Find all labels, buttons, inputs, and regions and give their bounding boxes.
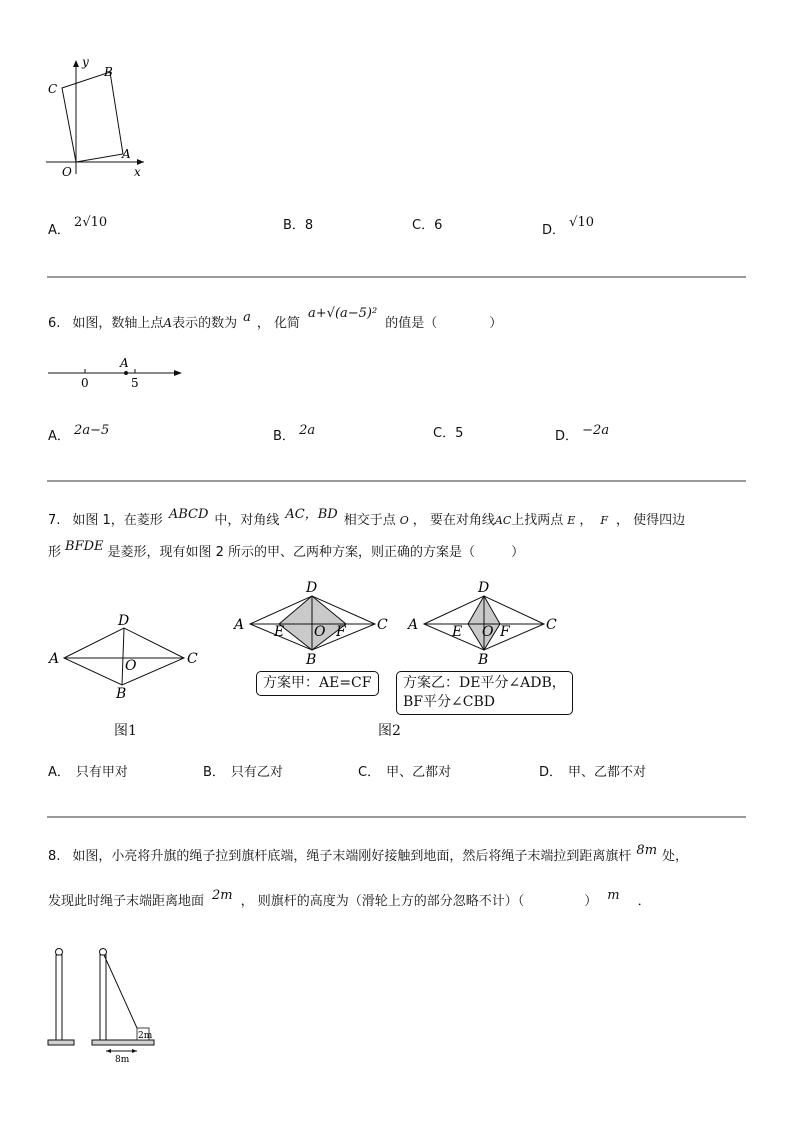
q6-tick-0: 0	[81, 376, 89, 390]
fig1-label-o: O	[125, 658, 137, 674]
q7-option-a[interactable]: A． 只有甲对	[48, 765, 128, 780]
q7-plan-a-box: 方案甲：AE=CF	[256, 671, 379, 696]
q6-point-a: A	[120, 356, 129, 370]
svg-text:E: E	[274, 624, 285, 640]
svg-text:A: A	[234, 617, 245, 633]
q8-fig-8m: 8m	[115, 1055, 130, 1065]
q5-label-c: C	[48, 82, 58, 96]
q5-option-a[interactable]: A． 2√10	[48, 215, 108, 238]
q5-option-d[interactable]: D． √10	[542, 215, 594, 238]
q5-label-y: y	[82, 55, 89, 69]
svg-text:C: C	[546, 617, 557, 633]
q7-figure-2-plan-b	[402, 578, 567, 668]
q6-tick-5: 5	[131, 376, 139, 390]
q8-stem-line1: 8. 如图，小亮将升旗的绳子拉到旗杆底端，绳子末端刚好接触到地面，然后将绳子末端拉到距离旗杆 8m 处，	[48, 843, 689, 864]
q5-option-c[interactable]: C．6	[412, 218, 443, 233]
q7-option-c[interactable]: C． 甲、乙都对	[358, 765, 452, 780]
svg-text:C: C	[377, 617, 388, 633]
svg-text:B: B	[478, 652, 489, 668]
q5-label-x: x	[134, 165, 141, 179]
fig1-label-b: B	[116, 686, 127, 702]
q7-stem-line1: 7. 如图 1，在菱形 ABCD 中，对角线 AC，BD 相交于点 O ， 要在对角线AC上找两点 E ， F ， 使得四边	[48, 507, 686, 528]
q6-number-line	[44, 352, 194, 392]
q7-fig1-caption: 图1	[114, 723, 137, 739]
svg-text:E: E	[452, 624, 463, 640]
q5-option-b[interactable]: B．8	[283, 218, 314, 233]
q7-figure-1	[46, 610, 206, 705]
fig1-label-d: D	[118, 613, 130, 629]
q6-option-b[interactable]: B． 2a	[273, 423, 316, 444]
q6-option-c[interactable]: C．5	[433, 426, 464, 441]
svg-text:B: B	[306, 652, 317, 668]
q7-option-b[interactable]: B． 只有乙对	[203, 765, 283, 780]
fig1-label-a: A	[49, 651, 60, 667]
q5-coordinate-figure	[40, 52, 160, 182]
q7-option-d[interactable]: D． 甲、乙都不对	[539, 765, 647, 780]
q6-option-a[interactable]: A． 2a−5	[48, 423, 110, 444]
q8-fig-2m: 2m	[138, 1031, 153, 1041]
svg-text:F: F	[500, 624, 510, 640]
svg-text:O: O	[482, 624, 494, 640]
svg-text:O: O	[314, 624, 326, 640]
q7-figure-2-plan-a	[230, 578, 395, 668]
divider-2	[47, 480, 746, 482]
q5-label-a: A	[122, 147, 131, 161]
divider-1	[47, 276, 746, 278]
q6-option-d[interactable]: D． −2a	[555, 423, 610, 444]
svg-text:D: D	[478, 580, 490, 596]
q7-stem-line2: 形 BFDE 是菱形，现有如图 2 所示的甲、乙两种方案，则正确的方案是（ ）	[48, 539, 525, 560]
q6-expression: a+√(a−5)²	[308, 306, 378, 321]
fig1-label-c: C	[187, 651, 198, 667]
q8-stem-line2: 发现此时绳子末端距离地面 2m ， 则旗杆的高度为（滑轮上方的部分忽略不计）（ ） m ．	[48, 888, 651, 909]
q7-plan-b-box: 方案乙：DE平分∠ADB， BF平分∠CBD	[396, 671, 573, 715]
q8-flagpole-figure	[44, 942, 164, 1067]
q5-option-a-value: 2√10	[74, 215, 108, 230]
q7-fig2-caption: 图2	[378, 723, 401, 739]
svg-text:D: D	[306, 580, 318, 596]
q5-label-b: B	[104, 65, 113, 79]
q5-label-o: O	[62, 165, 72, 179]
svg-text:A: A	[408, 617, 419, 633]
svg-text:F: F	[336, 624, 346, 640]
q6-stem: 6. 如图，数轴上点A表示的数为 a ， 化简a+√(a−5)²的值是（ ）	[48, 306, 503, 331]
divider-3	[47, 816, 746, 818]
q5-option-d-value: √10	[569, 215, 594, 230]
